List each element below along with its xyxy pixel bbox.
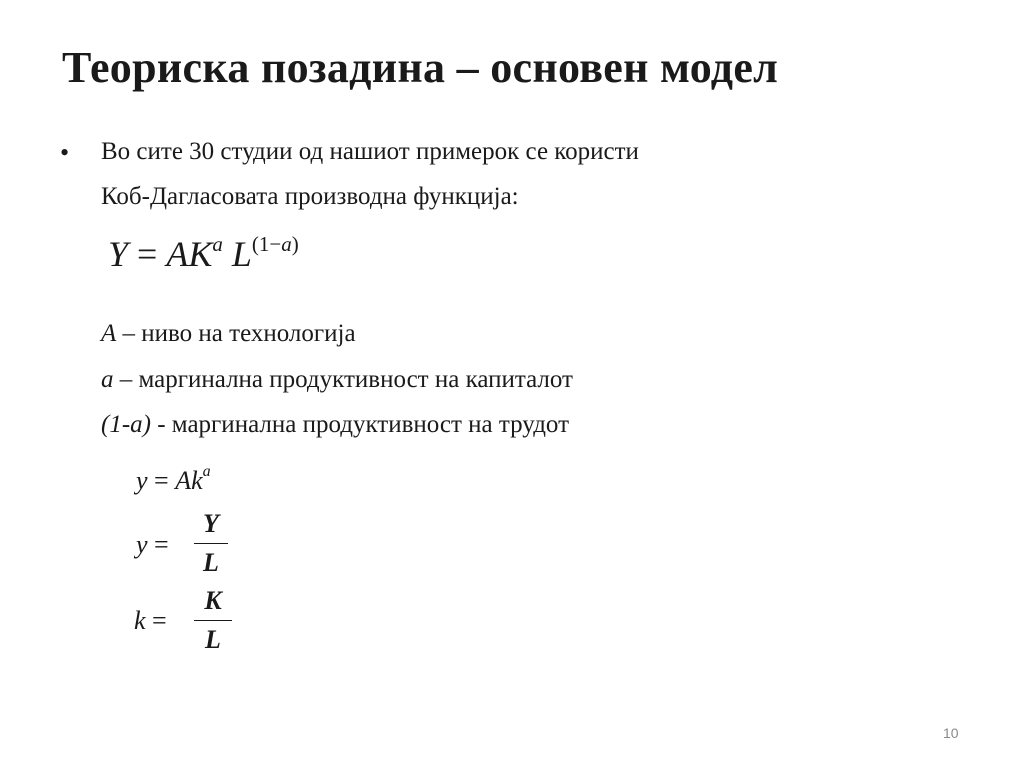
fraction-k-over-l: K L xyxy=(194,586,232,655)
definition-a-capital: A – ниво на технологија xyxy=(101,320,356,347)
slide-title: Теориска позадина – основен модел xyxy=(62,43,779,92)
equation-lhs: Y xyxy=(108,234,129,274)
equation-y-definition-lhs: y = xyxy=(136,530,169,559)
equation-exponent-a: a xyxy=(212,232,223,256)
equation-per-worker-output: $y = Ak^a$ xyxy=(136,463,211,495)
equation-term-l: L xyxy=(231,234,252,274)
fraction-y-over-l: Y L xyxy=(194,509,228,578)
bullet-text-line-1: Во сите 30 студии од нашиот примерок се користи xyxy=(101,138,639,165)
equation-term-ak: AK xyxy=(166,234,213,274)
definition-a-lower: a – маргинална продуктивност на капиталот xyxy=(101,366,573,393)
cobb-douglas-equation xyxy=(108,233,299,275)
definition-1-minus-a: (1-а) - маргинална продуктивност на трудот xyxy=(101,411,570,438)
bullet-text-line-2: Коб-Дагласовата производна функција: xyxy=(101,183,519,210)
page-number: 10 xyxy=(943,725,959,741)
bullet-marker: • xyxy=(60,138,70,167)
equation-exponent-1-minus-a: (1−a) xyxy=(251,232,299,256)
equation-equals: = xyxy=(128,234,167,274)
equation-k-definition-lhs: k = xyxy=(134,606,167,635)
